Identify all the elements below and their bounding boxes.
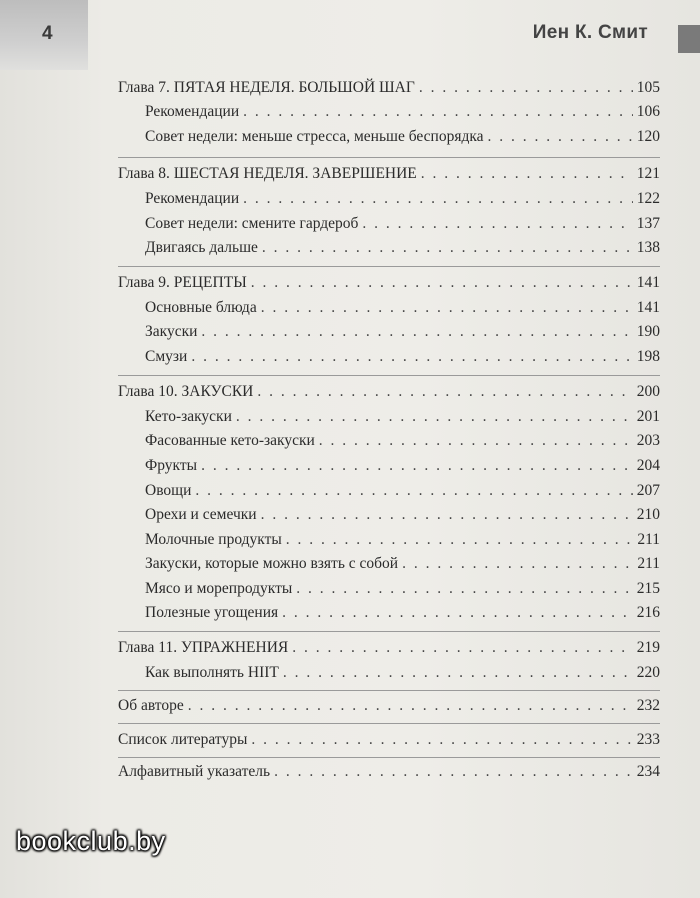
toc-entry-title: Фасованные кето-закуски bbox=[145, 432, 315, 449]
toc-chapter-9[interactable] bbox=[118, 273, 660, 293]
toc-entry-title: Глава 7. ПЯТАЯ НЕДЕЛЯ. БОЛЬШОЙ ШАГ bbox=[118, 79, 415, 96]
toc-entry-page: 207 bbox=[636, 482, 660, 499]
leader-dots bbox=[419, 78, 633, 98]
leader-dots bbox=[262, 238, 633, 258]
leader-dots bbox=[243, 189, 633, 209]
toc-entry-page: 141 bbox=[636, 299, 660, 316]
section-divider bbox=[118, 631, 660, 632]
leader-dots bbox=[421, 164, 633, 184]
section-divider bbox=[118, 757, 660, 758]
toc-entry-title: Глава 9. РЕЦЕПТЫ bbox=[118, 274, 247, 291]
toc-item[interactable] bbox=[145, 214, 660, 234]
toc-entry-title: Закуски bbox=[145, 323, 198, 340]
section-divider bbox=[118, 157, 660, 158]
toc-item[interactable] bbox=[145, 603, 660, 623]
toc-entry-title: Совет недели: смените гардероб bbox=[145, 215, 359, 232]
leader-dots bbox=[488, 127, 633, 147]
toc-entry-page: 105 bbox=[636, 79, 660, 96]
toc-chapter-11[interactable] bbox=[118, 638, 660, 658]
toc-item[interactable] bbox=[145, 127, 660, 147]
toc-item[interactable] bbox=[145, 663, 660, 683]
toc-entry-page: 234 bbox=[636, 763, 660, 780]
toc-entry-title: Основные блюда bbox=[145, 299, 257, 316]
toc-entry-title: Рекомендации bbox=[145, 190, 240, 207]
toc-entry-page: 200 bbox=[636, 383, 660, 400]
toc-entry-title: Смузи bbox=[145, 348, 188, 365]
leader-dots bbox=[251, 273, 633, 293]
toc-entry-title: Молочные продукты bbox=[145, 531, 282, 548]
section-divider bbox=[118, 690, 660, 691]
toc-entry-page: 138 bbox=[636, 239, 660, 256]
leader-dots bbox=[236, 407, 633, 427]
toc-about-author[interactable] bbox=[118, 696, 660, 716]
toc-item[interactable] bbox=[145, 102, 660, 122]
toc-entry-page: 204 bbox=[636, 457, 660, 474]
leader-dots bbox=[282, 603, 633, 623]
toc-entry-page: 201 bbox=[636, 408, 660, 425]
toc-entry-page: 190 bbox=[636, 323, 660, 340]
toc-entry-page: 121 bbox=[636, 165, 660, 182]
toc-entry-page: 233 bbox=[636, 731, 660, 748]
toc-item[interactable] bbox=[145, 554, 660, 574]
toc-entry-title: Двигаясь дальше bbox=[145, 239, 258, 256]
toc-item[interactable] bbox=[145, 481, 660, 501]
leader-dots bbox=[201, 322, 632, 342]
edge-thumb-tab bbox=[678, 25, 700, 53]
toc-item[interactable] bbox=[145, 530, 660, 550]
toc-entry-page: 216 bbox=[636, 604, 660, 621]
toc-chapter-8[interactable] bbox=[118, 164, 660, 184]
toc-entry-page: 198 bbox=[636, 348, 660, 365]
toc-entry-title: Глава 10. ЗАКУСКИ bbox=[118, 383, 254, 400]
toc-item[interactable] bbox=[145, 189, 660, 209]
toc-entry-page: 210 bbox=[636, 506, 660, 523]
toc-entry-page: 203 bbox=[636, 432, 660, 449]
toc-item[interactable] bbox=[145, 505, 660, 525]
toc-item[interactable] bbox=[145, 298, 660, 318]
toc-item[interactable] bbox=[145, 456, 660, 476]
leader-dots bbox=[251, 730, 632, 750]
leader-dots bbox=[292, 638, 633, 658]
leader-dots bbox=[296, 579, 632, 599]
toc-entry-title: Рекомендации bbox=[145, 103, 240, 120]
toc-entry-page: 122 bbox=[636, 190, 660, 207]
section-divider bbox=[118, 375, 660, 376]
toc-entry-title: Полезные угощения bbox=[145, 604, 279, 621]
page-number: 4 bbox=[42, 23, 53, 44]
toc-entry-page: 220 bbox=[636, 664, 660, 681]
toc-bibliography[interactable] bbox=[118, 730, 660, 750]
toc-entry-title: Фрукты bbox=[145, 457, 198, 474]
toc-entry-page: 141 bbox=[636, 274, 660, 291]
toc-entry-title: Закуски, которые можно взять с собой bbox=[145, 555, 399, 572]
running-head-author: Иен К. Смит bbox=[532, 22, 648, 43]
toc-entry-title: Совет недели: меньше стресса, меньше беспорядка bbox=[145, 128, 484, 145]
toc-entry-title: Овощи bbox=[145, 482, 192, 499]
leader-dots bbox=[191, 347, 632, 367]
leader-dots bbox=[362, 214, 632, 234]
toc-entry-page: 215 bbox=[636, 580, 660, 597]
toc-entry-title: Об авторе bbox=[118, 697, 184, 714]
toc-entry-title: Орехи и семечки bbox=[145, 506, 257, 523]
leader-dots bbox=[274, 762, 633, 782]
toc-entry-page: 137 bbox=[636, 215, 660, 232]
toc-entry-page: 219 bbox=[636, 639, 660, 656]
toc-index[interactable] bbox=[118, 762, 660, 782]
leader-dots bbox=[257, 382, 632, 402]
leader-dots bbox=[261, 505, 633, 525]
toc-entry-title: Как выполнять HIIT bbox=[145, 664, 279, 681]
toc-entry-page: 211 bbox=[637, 531, 660, 548]
watermark-logo: bookclub.by bbox=[16, 826, 166, 856]
leader-dots bbox=[286, 530, 634, 550]
toc-item[interactable] bbox=[145, 322, 660, 342]
section-divider bbox=[118, 723, 660, 724]
toc-entry-page: 211 bbox=[637, 555, 660, 572]
leader-dots bbox=[195, 481, 632, 501]
toc-item[interactable] bbox=[145, 407, 660, 427]
leader-dots bbox=[201, 456, 633, 476]
leader-dots bbox=[188, 696, 633, 716]
leader-dots bbox=[243, 102, 633, 122]
toc-chapter-7[interactable] bbox=[118, 78, 660, 98]
toc-item[interactable] bbox=[145, 431, 660, 451]
leader-dots bbox=[283, 663, 633, 683]
toc-chapter-10[interactable] bbox=[118, 382, 660, 402]
toc-entry-title: Алфавитный указатель bbox=[118, 763, 271, 780]
toc-item[interactable] bbox=[145, 347, 660, 367]
toc-entry-page: 232 bbox=[636, 697, 660, 714]
toc-item[interactable] bbox=[145, 238, 660, 258]
toc-entry-title: Мясо и морепродукты bbox=[145, 580, 293, 597]
toc-entry-page: 120 bbox=[636, 128, 660, 145]
toc-entry-title: Глава 11. УПРАЖНЕНИЯ bbox=[118, 639, 289, 656]
section-divider bbox=[118, 266, 660, 267]
toc-entry-title: Кето-закуски bbox=[145, 408, 232, 425]
leader-dots bbox=[319, 431, 633, 451]
toc-entry-title: Список литературы bbox=[118, 731, 248, 748]
toc-entry-page: 106 bbox=[636, 103, 660, 120]
leader-dots bbox=[261, 298, 633, 318]
page-number-block bbox=[0, 0, 88, 70]
leader-dots bbox=[402, 554, 633, 574]
toc-entry-title: Глава 8. ШЕСТАЯ НЕДЕЛЯ. ЗАВЕРШЕНИЕ bbox=[118, 165, 417, 182]
toc-item[interactable] bbox=[145, 579, 660, 599]
